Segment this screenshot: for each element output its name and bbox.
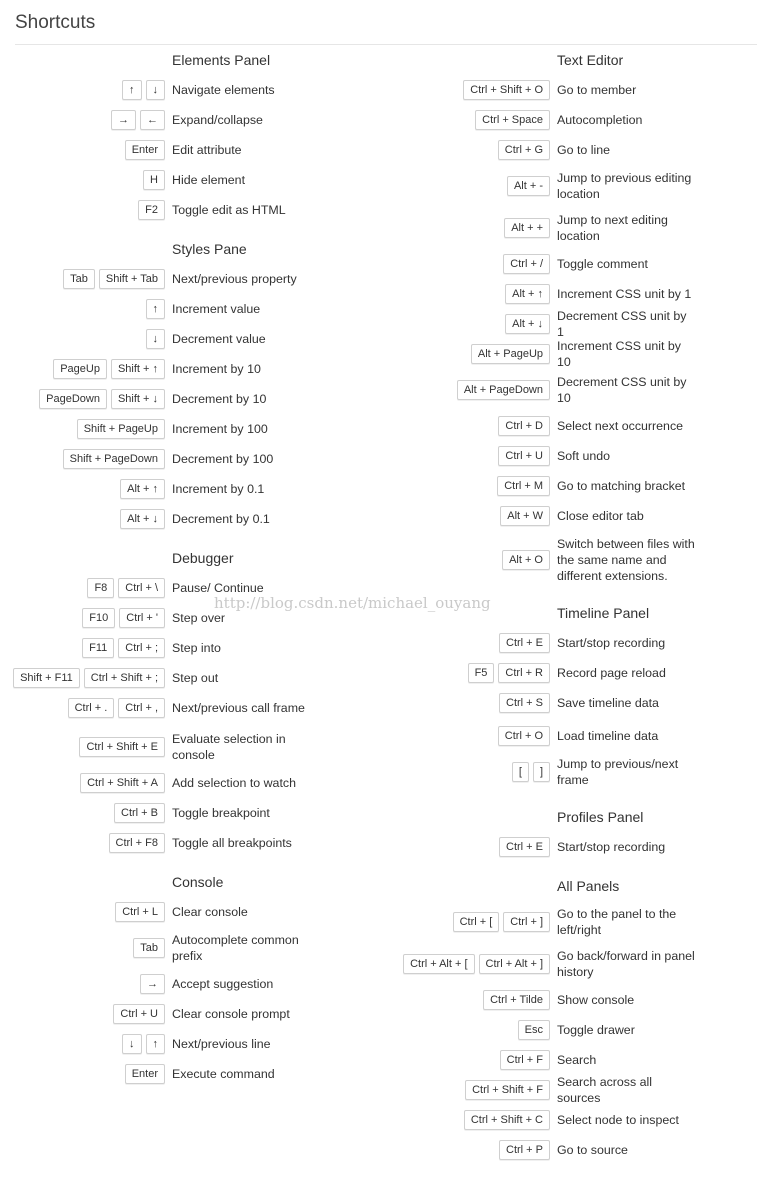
shortcut-description: Toggle comment <box>557 257 648 271</box>
shortcut-keys <box>0 608 165 628</box>
key-cap: Ctrl + Tilde <box>483 990 550 1010</box>
key-cap: Tab <box>133 938 165 958</box>
key-cap: Ctrl + Shift + F <box>465 1080 550 1100</box>
key-cap: Shift + PageUp <box>77 419 165 439</box>
key-cap: Ctrl + L <box>115 902 165 922</box>
section-title-elements-panel: Elements Panel <box>172 52 271 68</box>
shortcut-keys <box>0 110 550 130</box>
title-divider <box>15 44 757 45</box>
shortcut-description: Next/previous line <box>172 1037 271 1051</box>
shortcut-description: Save timeline data <box>557 696 659 710</box>
key-cap: Ctrl + Alt + ] <box>479 954 550 974</box>
shortcut-description: Record page reload <box>557 666 666 680</box>
shortcut-description: Show console <box>557 993 635 1007</box>
shortcut-keys <box>0 416 550 436</box>
shortcut-description: Switch between files with the same name and different extensions. <box>557 537 695 583</box>
shortcut-keys <box>0 284 550 304</box>
key-cap: ↑ <box>146 1034 166 1054</box>
key-cap: Ctrl + ' <box>119 608 165 628</box>
shortcut-keys <box>0 954 550 974</box>
key-cap: Ctrl + P <box>499 1140 550 1160</box>
shortcut-description: Start/stop recording <box>557 840 666 854</box>
shortcut-description: Toggle all breakpoints <box>172 836 292 850</box>
key-cap: Ctrl + E <box>499 633 550 653</box>
shortcut-description: Go to matching bracket <box>557 479 686 493</box>
key-cap: → <box>111 110 136 130</box>
key-cap: Ctrl + ; <box>118 638 165 658</box>
key-cap: Alt + PageUp <box>471 344 550 364</box>
key-cap: ↑ <box>146 299 166 319</box>
shortcut-keys <box>0 344 550 364</box>
watermark: http://blog.csdn.net/michael_ouyang <box>214 594 491 612</box>
shortcut-description: Select next occurrence <box>557 419 684 433</box>
shortcut-description: Clear console prompt <box>172 1007 290 1021</box>
shortcut-description: Decrement by 10 <box>172 392 267 406</box>
key-cap: Alt + ↑ <box>120 479 165 499</box>
section-title-text-editor: Text Editor <box>557 52 624 68</box>
key-cap: PageUp <box>53 359 107 379</box>
shortcut-keys <box>0 254 550 274</box>
shortcut-description: Go to source <box>557 1143 628 1157</box>
shortcut-description: Increment CSS unit by 1 <box>557 287 692 301</box>
shortcut-keys <box>0 762 550 782</box>
key-cap: Alt + PageDown <box>457 380 550 400</box>
shortcut-keys <box>0 1050 550 1070</box>
key-cap: ↓ <box>146 80 166 100</box>
shortcut-description: Jump to previous editing location <box>557 171 692 201</box>
section-title-all-panels: All Panels <box>557 878 620 894</box>
key-cap: Ctrl + Shift + C <box>464 1110 550 1130</box>
shortcut-description: Pause/ Continue <box>172 581 264 595</box>
key-cap: Alt + ↓ <box>505 314 550 334</box>
shortcut-keys <box>0 176 550 196</box>
shortcut-description: Accept suggestion <box>172 977 274 991</box>
shortcut-description: Execute command <box>172 1067 275 1081</box>
shortcut-description: Decrement CSS unit by 10 <box>557 375 687 405</box>
shortcut-description: Clear console <box>172 905 248 919</box>
key-cap: ↑ <box>122 80 142 100</box>
key-cap: Shift + Tab <box>99 269 165 289</box>
shortcut-keys <box>0 506 550 526</box>
key-cap: Ctrl + Shift + O <box>463 80 550 100</box>
shortcut-description: Soft undo <box>557 449 611 463</box>
key-cap: H <box>143 170 165 190</box>
shortcut-keys <box>0 803 165 823</box>
shortcut-description: Decrement CSS unit by 1 <box>557 309 687 339</box>
shortcut-description: Go to line <box>557 143 611 157</box>
key-cap: Alt + + <box>504 218 550 238</box>
shortcut-description: Navigate elements <box>172 83 275 97</box>
shortcut-keys <box>0 912 550 932</box>
shortcut-description: Go back/forward in panel history <box>557 949 695 979</box>
key-cap: Enter <box>125 140 165 160</box>
shortcut-description: Next/previous property <box>172 272 297 286</box>
shortcut-description: Expand/collapse <box>172 113 263 127</box>
shortcut-description: Increment by 100 <box>172 422 268 436</box>
shortcut-description: Add selection to watch <box>172 776 296 790</box>
shortcut-description: Go to the panel to the left/right <box>557 907 677 937</box>
key-cap: Alt + - <box>507 176 550 196</box>
key-cap: Shift + ↓ <box>111 389 165 409</box>
shortcut-description: Go to member <box>557 83 637 97</box>
key-cap: Alt + W <box>500 506 550 526</box>
shortcut-keys <box>0 140 550 160</box>
section-title-console: Console <box>172 874 224 890</box>
key-cap: Ctrl + Space <box>475 110 550 130</box>
key-cap: F5 <box>468 663 495 683</box>
shortcut-description: Decrement by 0.1 <box>172 512 270 526</box>
key-cap: F8 <box>87 578 114 598</box>
shortcut-keys <box>0 446 550 466</box>
shortcut-description: Search <box>557 1053 597 1067</box>
key-cap: F2 <box>138 200 165 220</box>
shortcut-keys <box>0 1110 550 1130</box>
key-cap: Ctrl + \ <box>118 578 165 598</box>
key-cap: ← <box>140 110 165 130</box>
shortcut-description: Autocompletion <box>557 113 643 127</box>
shortcut-description: Select node to inspect <box>557 1113 679 1127</box>
key-cap: [ <box>512 762 529 782</box>
key-cap: Ctrl + Shift + A <box>80 773 165 793</box>
shortcut-keys <box>0 218 550 238</box>
page-title: Shortcuts <box>15 12 96 33</box>
key-cap: Esc <box>518 1020 550 1040</box>
key-cap: Ctrl + . <box>68 698 115 718</box>
key-cap: Ctrl + Shift + ; <box>84 668 165 688</box>
key-cap: Shift + F11 <box>13 668 80 688</box>
shortcut-keys <box>0 1080 550 1100</box>
shortcut-keys <box>0 578 165 598</box>
section-title-styles-pane: Styles Pane <box>172 241 247 257</box>
section-title-timeline-panel: Timeline Panel <box>557 605 650 621</box>
key-cap: Alt + ↑ <box>505 284 550 304</box>
key-cap: Ctrl + Shift + E <box>79 737 165 757</box>
shortcut-keys <box>0 633 550 653</box>
key-cap: Ctrl + ] <box>503 912 550 932</box>
key-cap: Ctrl + R <box>498 663 550 683</box>
key-cap: Enter <box>125 1064 165 1084</box>
key-cap: Ctrl + F8 <box>109 833 165 853</box>
key-cap: Alt + O <box>502 550 550 570</box>
key-cap: Ctrl + / <box>503 254 550 274</box>
shortcut-description: Step over <box>172 611 226 625</box>
shortcut-keys <box>0 726 550 746</box>
key-cap: Ctrl + , <box>118 698 165 718</box>
shortcut-description: Close editor tab <box>557 509 644 523</box>
shortcut-keys <box>0 693 550 713</box>
key-cap: Ctrl + O <box>498 726 550 746</box>
key-cap: F10 <box>82 608 115 628</box>
key-cap: ↓ <box>146 329 166 349</box>
shortcut-description: Decrement value <box>172 332 266 346</box>
shortcut-description: Load timeline data <box>557 729 659 743</box>
key-cap: Shift + PageDown <box>63 449 165 469</box>
key-cap: Ctrl + F <box>500 1050 550 1070</box>
shortcut-description: Increment value <box>172 302 261 316</box>
shortcut-keys <box>0 837 550 857</box>
shortcut-description: Toggle breakpoint <box>172 806 270 820</box>
key-cap: Ctrl + [ <box>453 912 500 932</box>
key-cap: Ctrl + G <box>498 140 550 160</box>
shortcut-keys <box>0 80 550 100</box>
key-cap: Shift + ↑ <box>111 359 165 379</box>
key-cap: Alt + ↓ <box>120 509 165 529</box>
shortcut-description: Search across all sources <box>557 1075 653 1105</box>
shortcut-description: Next/previous call frame <box>172 701 305 715</box>
shortcut-description: Step into <box>172 641 221 655</box>
key-cap: ↓ <box>122 1034 142 1054</box>
key-cap: Ctrl + S <box>499 693 550 713</box>
shortcut-keys <box>0 990 550 1010</box>
shortcut-description: Edit attribute <box>172 143 242 157</box>
shortcut-description: Jump to previous/next frame <box>557 757 679 787</box>
key-cap: Ctrl + Alt + [ <box>403 954 474 974</box>
key-cap: Ctrl + U <box>498 446 550 466</box>
shortcut-description: Toggle edit as HTML <box>172 203 286 217</box>
shortcut-description: Start/stop recording <box>557 636 666 650</box>
key-cap: F11 <box>82 638 114 658</box>
key-cap: PageDown <box>39 389 107 409</box>
key-cap: ] <box>533 762 550 782</box>
shortcut-description: Decrement by 100 <box>172 452 274 466</box>
shortcut-keys <box>0 476 550 496</box>
shortcut-description: Increment by 10 <box>172 362 261 376</box>
shortcut-description: Evaluate selection in console <box>172 732 286 762</box>
key-cap: → <box>140 974 165 994</box>
shortcut-description: Jump to next editing location <box>557 213 668 243</box>
shortcut-description: Toggle drawer <box>557 1023 635 1037</box>
section-title-debugger: Debugger <box>172 550 234 566</box>
shortcut-keys <box>0 380 550 400</box>
key-cap: Tab <box>63 269 95 289</box>
key-cap: Ctrl + M <box>497 476 550 496</box>
key-cap: Ctrl + U <box>113 1004 165 1024</box>
shortcut-keys <box>0 663 550 683</box>
shortcut-description: Hide element <box>172 173 246 187</box>
key-cap: Ctrl + B <box>114 803 165 823</box>
shortcut-description: Step out <box>172 671 219 685</box>
shortcut-description: Autocomplete common prefix <box>172 933 299 963</box>
shortcut-keys <box>0 550 550 570</box>
shortcut-description: Increment by 0.1 <box>172 482 265 496</box>
shortcut-keys <box>0 314 550 334</box>
shortcut-keys <box>0 200 165 220</box>
shortcut-description: Increment CSS unit by 10 <box>557 339 681 369</box>
shortcut-keys <box>0 1020 550 1040</box>
section-title-profiles-panel: Profiles Panel <box>557 809 644 825</box>
key-cap: Ctrl + E <box>499 837 550 857</box>
shortcut-keys <box>0 1140 550 1160</box>
key-cap: Ctrl + D <box>498 416 550 436</box>
